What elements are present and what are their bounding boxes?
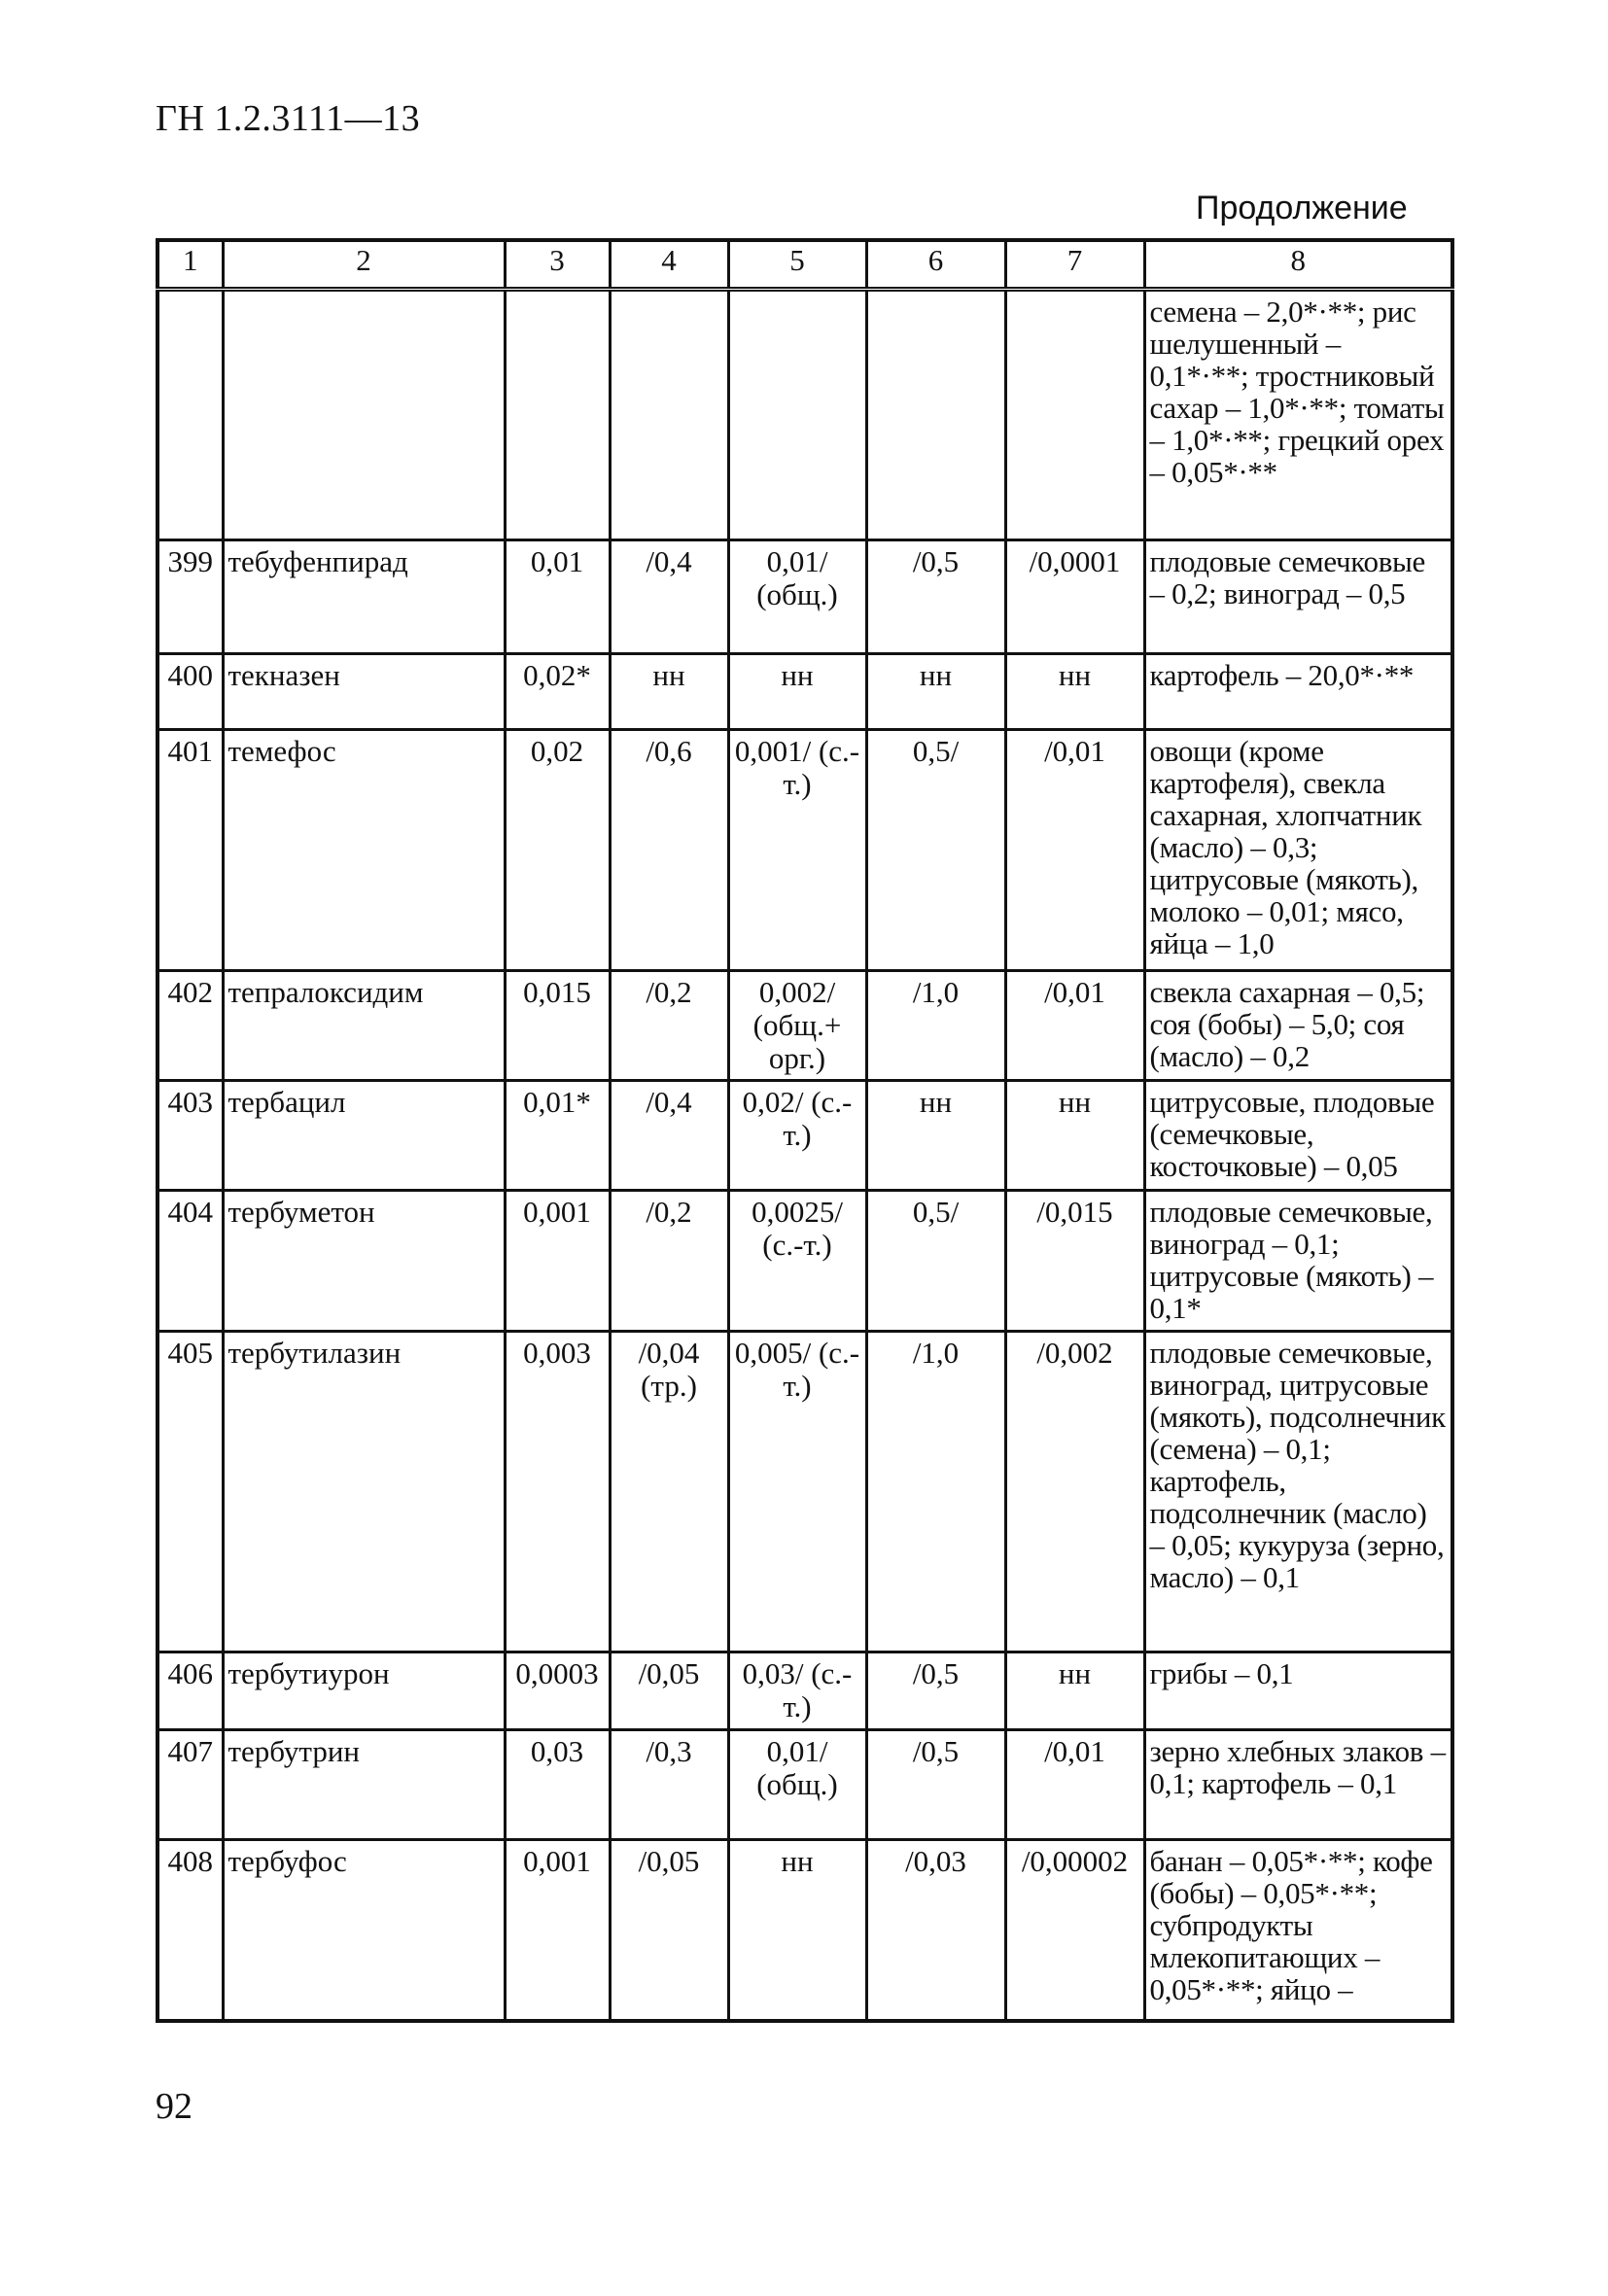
continuation-label: Продолжение (1196, 190, 1408, 226)
cell-col5: 0,005/ (с.-т.) (728, 1332, 866, 1652)
substance-name: тербацил (223, 1081, 505, 1191)
column-header: 8 (1144, 240, 1452, 290)
cell-col6: /0,5 (866, 540, 1005, 654)
cell-col3: 0,001 (505, 1191, 610, 1332)
cell-col5: 0,01/ (общ.) (728, 540, 866, 654)
cell-mrl-notes: зерно хлебных злаков – 0,1; картофель – 0,1 (1144, 1730, 1452, 1840)
column-header: 1 (157, 240, 223, 290)
cell-col6: нн (866, 1081, 1005, 1191)
cell-col3 (505, 290, 610, 540)
cell-mrl-notes: семена – 2,0*·**; рис шелушенный – 0,1*·**; тростниковый сахар – 1,0*·**; томаты – 1,0*·**; грецкий орех – 0,05*·** (1144, 290, 1452, 540)
cell-col5: 0,03/ (с.-т.) (728, 1652, 866, 1730)
row-number: 405 (157, 1332, 223, 1652)
row-number (157, 290, 223, 540)
norms-table (156, 238, 1454, 2023)
column-header: 6 (866, 240, 1005, 290)
cell-col4: нн (610, 654, 728, 730)
header-row (157, 240, 1452, 290)
cell-col5: нн (728, 1840, 866, 2021)
cell-mrl-notes: овощи (кроме картофеля), свекла сахарная, хлопчатник (масло) – 0,3; цитрусовые (мякоть), молоко – 0,01; мясо, яйца – 1,0 (1144, 730, 1452, 971)
row-number: 401 (157, 730, 223, 971)
cell-mrl-notes: свекла сахарная – 0,5; соя (бобы) – 5,0; соя (масло) – 0,2 (1144, 971, 1452, 1081)
cell-col6: /0,5 (866, 1730, 1005, 1840)
substance-name: тербуфос (223, 1840, 505, 2021)
cell-col7: /0,01 (1005, 971, 1144, 1081)
cell-col3: 0,03 (505, 1730, 610, 1840)
substance-name: темефос (223, 730, 505, 971)
cell-col6: /1,0 (866, 1332, 1005, 1652)
cell-col7: нн (1005, 654, 1144, 730)
cell-col3: 0,02* (505, 654, 610, 730)
cell-col3: 0,01 (505, 540, 610, 654)
table-row (157, 1332, 1452, 1652)
cell-mrl-notes: цитрусовые, плодовые (семечковые, косточковые) – 0,05 (1144, 1081, 1452, 1191)
substance-name: тербуметон (223, 1191, 505, 1332)
cell-mrl-notes: картофель – 20,0*·** (1144, 654, 1452, 730)
cell-col3: 0,001 (505, 1840, 610, 2021)
cell-col6: 0,5/ (866, 730, 1005, 971)
substance-name: текназен (223, 654, 505, 730)
cell-col3: 0,01* (505, 1081, 610, 1191)
substance-name (223, 290, 505, 540)
table-row (157, 730, 1452, 971)
cell-col4: /0,2 (610, 1191, 728, 1332)
cell-col4: /0,4 (610, 1081, 728, 1191)
row-number: 404 (157, 1191, 223, 1332)
cell-col7 (1005, 290, 1144, 540)
table-row (157, 1081, 1452, 1191)
cell-col5: 0,02/ (с.-т.) (728, 1081, 866, 1191)
cell-col7: /0,002 (1005, 1332, 1144, 1652)
cell-col6: /1,0 (866, 971, 1005, 1081)
cell-col4: /0,6 (610, 730, 728, 971)
cell-col7: /0,01 (1005, 1730, 1144, 1840)
cell-col6 (866, 290, 1005, 540)
substance-name: тербутиурон (223, 1652, 505, 1730)
substance-name: тербутрин (223, 1730, 505, 1840)
column-header: 4 (610, 240, 728, 290)
cell-col5: 0,002/ (общ.+ орг.) (728, 971, 866, 1081)
substance-name: тебуфенпирад (223, 540, 505, 654)
row-number: 403 (157, 1081, 223, 1191)
row-number: 407 (157, 1730, 223, 1840)
cell-mrl-notes: плодовые семечковые – 0,2; виноград – 0,5 (1144, 540, 1452, 654)
cell-col3: 0,015 (505, 971, 610, 1081)
cell-col4: /0,4 (610, 540, 728, 654)
cell-col6: нн (866, 654, 1005, 730)
table-row (157, 540, 1452, 654)
cell-col4: /0,3 (610, 1730, 728, 1840)
cell-mrl-notes: плодовые семечковые, виноград, цитрусовые (мякоть), подсолнечник (семена) – 0,1; картофель, подсолнечник (масло) – 0,05; кукуруза (зерно, масло) – 0,1 (1144, 1332, 1452, 1652)
cell-mrl-notes: плодовые семечковые, виноград – 0,1; цитрусовые (мякоть) – 0,1* (1144, 1191, 1452, 1332)
cell-col4: /0,05 (610, 1840, 728, 2021)
cell-col4: /0,04 (тр.) (610, 1332, 728, 1652)
row-number: 406 (157, 1652, 223, 1730)
cell-col5: нн (728, 654, 866, 730)
cell-col7: /0,015 (1005, 1191, 1144, 1332)
cell-col5: 0,0025/ (с.-т.) (728, 1191, 866, 1332)
table-row (157, 1191, 1452, 1332)
substance-name: тербутилазин (223, 1332, 505, 1652)
column-header: 7 (1005, 240, 1144, 290)
cell-col7: /0,00002 (1005, 1840, 1144, 2021)
cell-col7: нн (1005, 1081, 1144, 1191)
cell-col3: 0,02 (505, 730, 610, 971)
cell-col5: 0,001/ (с.-т.) (728, 730, 866, 971)
table-row (157, 1840, 1452, 2021)
column-header: 3 (505, 240, 610, 290)
cell-col4: /0,05 (610, 1652, 728, 1730)
row-number: 408 (157, 1840, 223, 2021)
cell-col4 (610, 290, 728, 540)
row-number: 400 (157, 654, 223, 730)
column-header: 2 (223, 240, 505, 290)
cell-col7: /0,01 (1005, 730, 1144, 971)
row-number: 399 (157, 540, 223, 654)
cell-col3: 0,0003 (505, 1652, 610, 1730)
column-header: 5 (728, 240, 866, 290)
page-number: 92 (156, 2086, 192, 2127)
cell-col3: 0,003 (505, 1332, 610, 1652)
cell-col7: нн (1005, 1652, 1144, 1730)
cell-col5: 0,01/ (общ.) (728, 1730, 866, 1840)
table-row (157, 971, 1452, 1081)
row-number: 402 (157, 971, 223, 1081)
table-row (157, 290, 1452, 540)
cell-col6: /0,5 (866, 1652, 1005, 1730)
table-row (157, 1730, 1452, 1840)
document-code: ГН 1.2.3111—13 (156, 98, 421, 139)
cell-col6: /0,03 (866, 1840, 1005, 2021)
cell-mrl-notes: грибы – 0,1 (1144, 1652, 1452, 1730)
substance-name: тепралоксидим (223, 971, 505, 1081)
cell-col4: /0,2 (610, 971, 728, 1081)
cell-col6: 0,5/ (866, 1191, 1005, 1332)
cell-col7: /0,0001 (1005, 540, 1144, 654)
cell-mrl-notes: банан – 0,05*·**; кофе (бобы) – 0,05*·**; субпродукты млекопитающих – 0,05*·**; яйцо – (1144, 1840, 1452, 2021)
table-row (157, 654, 1452, 730)
table-row (157, 1652, 1452, 1730)
cell-col5 (728, 290, 866, 540)
